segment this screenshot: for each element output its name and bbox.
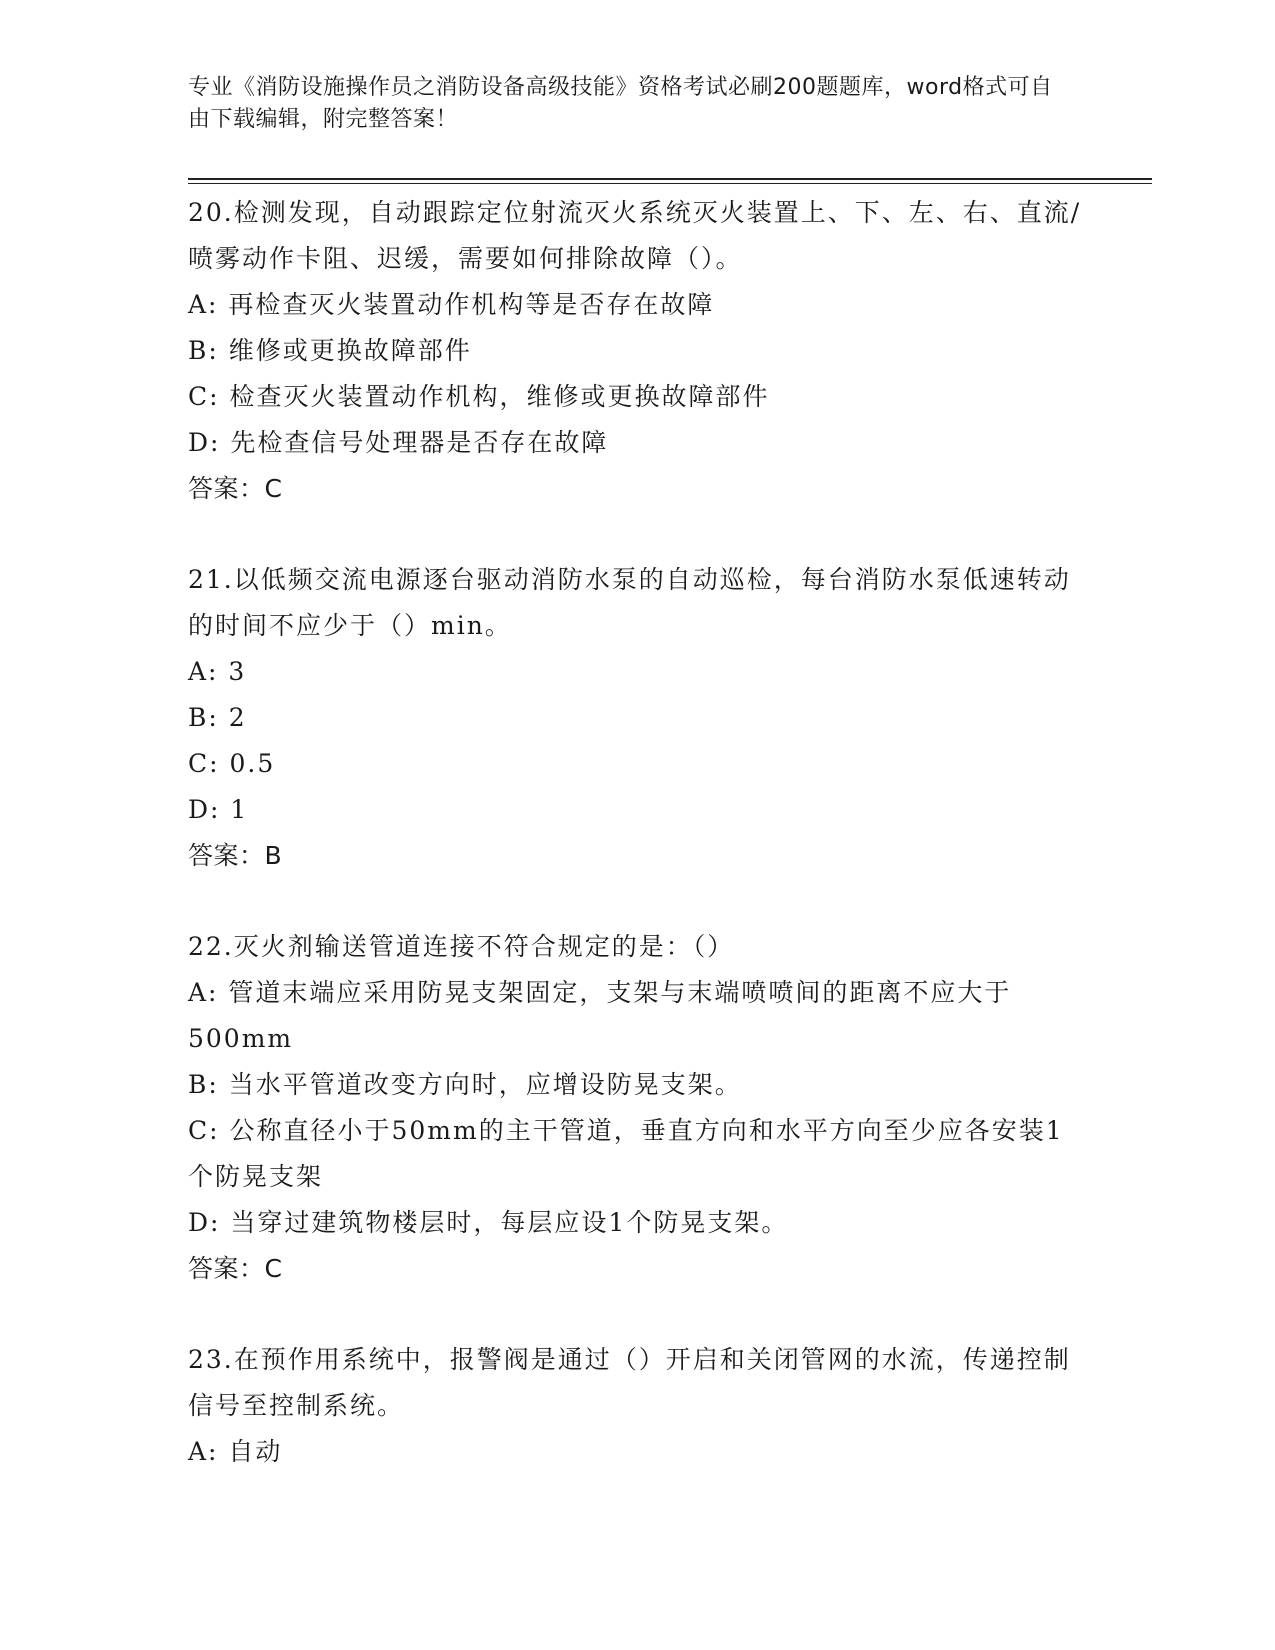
document-header: 专业《消防设施操作员之消防设备高级技能》资格考试必刷200题题库，word格式可自由下载编辑，附完整答案！ [188,75,1053,132]
option-c: C: 检查灭火装置动作机构，维修或更换故障部件 [188,382,770,411]
question-23 [188,1337,1088,1475]
option-c: C: 公称直径小于50mm的主干管道，垂直方向和水平方向至少应各安装1个防晃支架 [188,1116,1064,1191]
header-divider-thin [188,183,1152,184]
answer-label: 答案：B [188,841,283,870]
question-stem: 20.检测发现，自动跟踪定位射流灭火系统灭火装置上、下、左、右、直流/喷雾动作卡阻、迟缓，需要如何排除故障（）。 [188,198,1082,273]
question-list [188,190,1088,1475]
option-c: C: 0.5 [188,749,276,778]
option-a: A: 管道末端应采用防晃支架固定，支架与末端喷喷间的距离不应大于500mm [188,978,1012,1053]
question-22 [188,924,1088,1292]
option-a: A: 再检查灭火装置动作机构等是否存在故障 [188,290,715,319]
option-b: B: 维修或更换故障部件 [188,336,472,365]
option-d: D: 当穿过建筑物楼层时，每层应设1个防晃支架。 [188,1208,789,1237]
option-b: B: 当水平管道改变方向时，应增设防晃支架。 [188,1070,742,1099]
option-d: D: 先检查信号处理器是否存在故障 [188,428,609,457]
question-21 [188,557,1088,879]
option-a: A: 自动 [188,1437,283,1466]
option-b: B: 2 [188,703,247,732]
answer-label: 答案：C [188,1254,283,1283]
question-stem: 22.灭火剂输送管道连接不符合规定的是：（） [188,932,735,961]
question-stem: 23.在预作用系统中，报警阀是通过（）开启和关闭管网的水流，传递控制信号至控制系统。 [188,1345,1071,1420]
option-a: A: 3 [188,657,247,686]
question-stem: 21.以低频交流电源逐台驱动消防水泵的自动巡检，每台消防水泵低速转动的时间不应少于（）min。 [188,565,1071,640]
answer-label: 答案：C [188,474,283,503]
option-d: D: 1 [188,795,249,824]
header-divider-thick [188,178,1152,180]
question-20 [188,190,1088,512]
